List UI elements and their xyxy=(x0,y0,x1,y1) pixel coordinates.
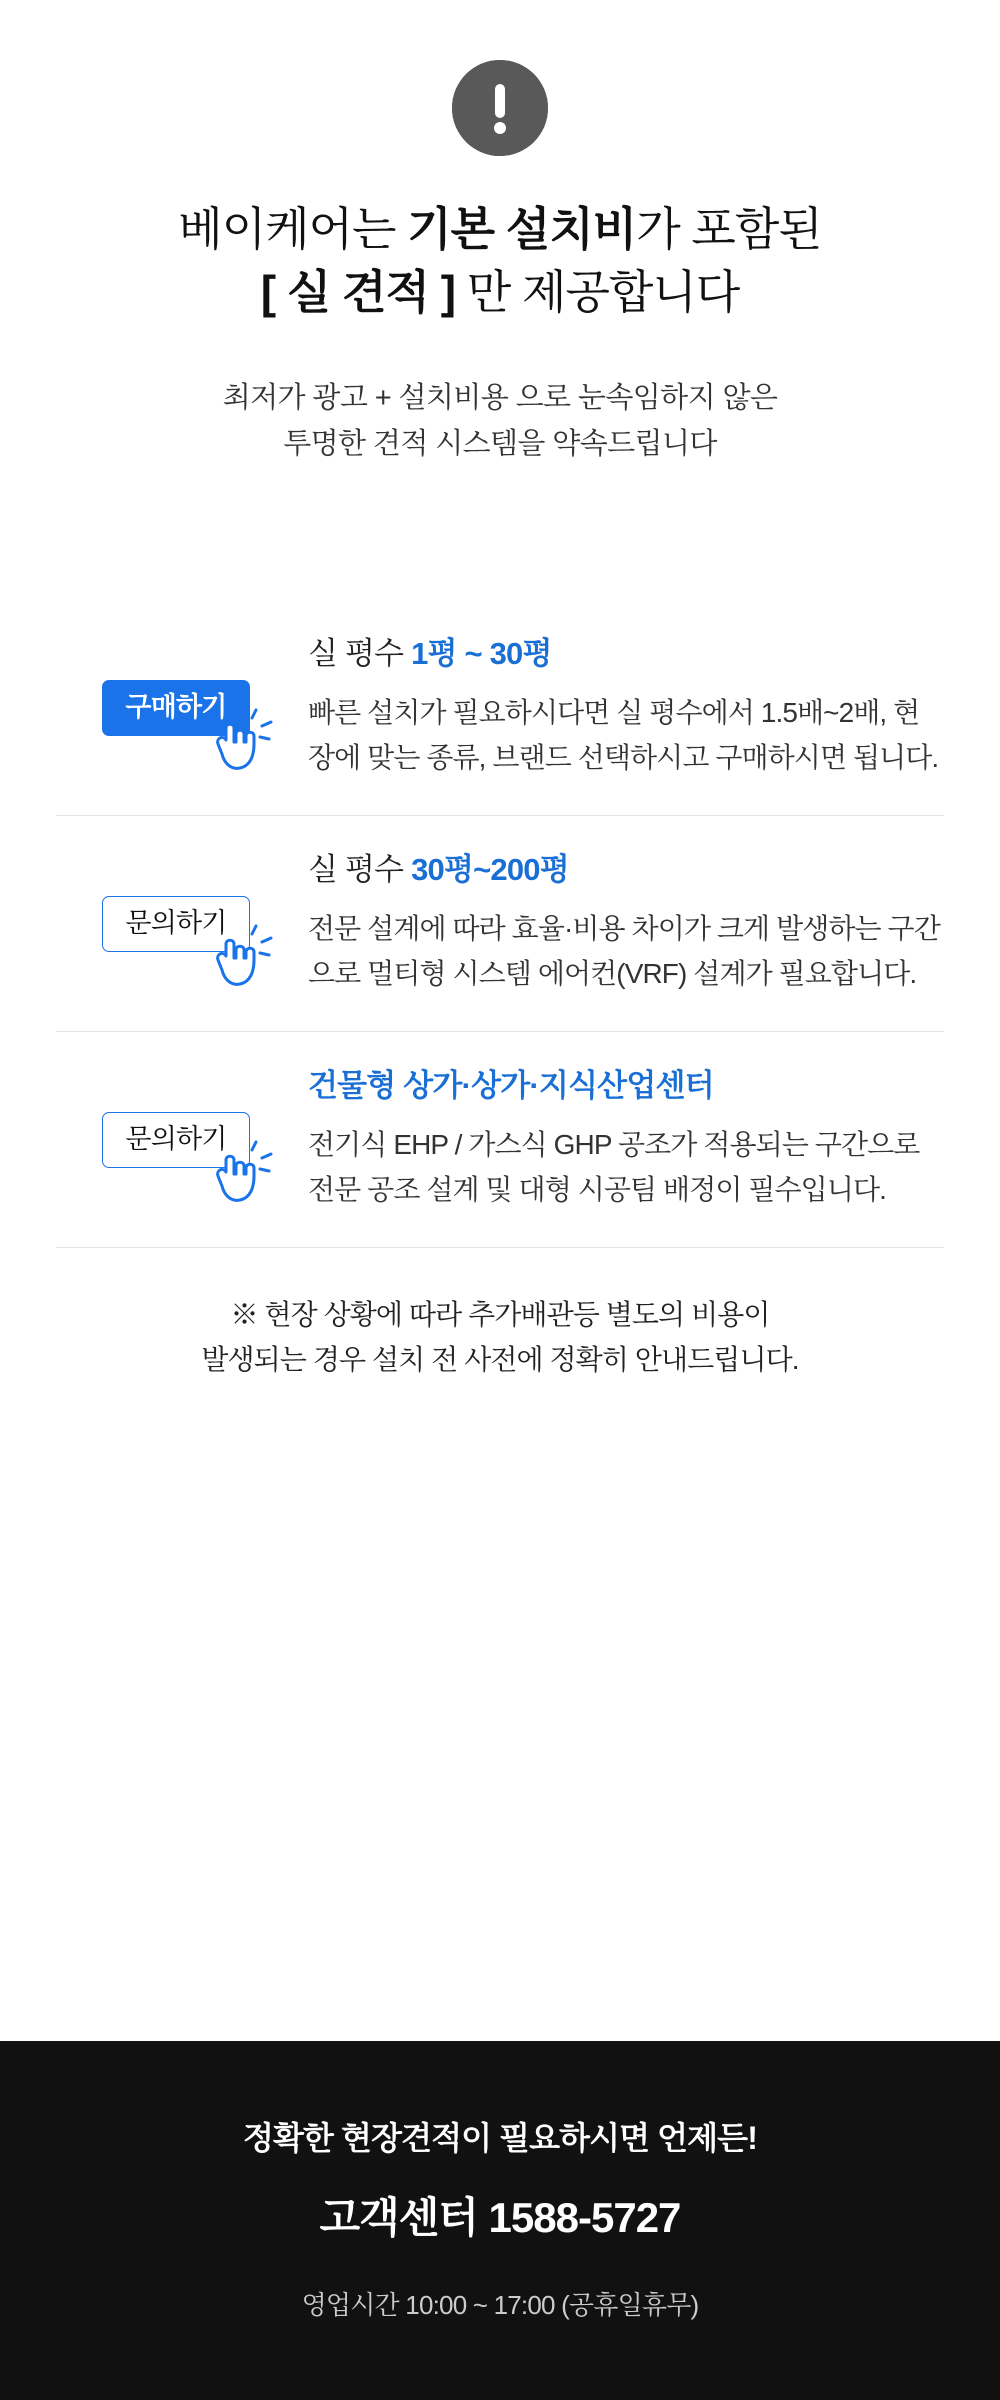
hero-subtitle-line-2: 투명한 견적 시스템을 약속드립니다 xyxy=(283,428,717,461)
title-prefix: 베이케어는 xyxy=(178,203,408,255)
hero-subtitle xyxy=(0,375,1000,468)
hero-subtitle-line-1: 최저가 광고 + 설치비용 으로 눈속임하지 않은 xyxy=(222,381,778,414)
list-item xyxy=(56,815,944,1031)
divider xyxy=(56,1247,944,1248)
title-bold: 기본 설치비 xyxy=(407,203,637,255)
row-description: 빠른 설치가 필요하시다면 실 평수에서 1.5배~2배, 현장에 맞는 종류, 브랜드 선택하시고 구매하시면 됩니다. xyxy=(308,697,939,774)
exclamation-circle-icon xyxy=(452,60,548,156)
plan-list xyxy=(56,600,944,1247)
row-title xyxy=(308,850,944,890)
title-bracket-bold: [ 실 견적 ] xyxy=(260,266,456,319)
row-title-accent: 30평~200평 xyxy=(411,851,569,887)
purchase-button[interactable]: 구매하기 xyxy=(102,680,249,736)
row-description: 전기식 EHP / 가스식 GHP 공조가 적용되는 구간으로 전문 공조 설계 및 대형 시공팀 배정이 필수입니다. xyxy=(308,1129,920,1206)
button-wrapper xyxy=(102,680,249,736)
row-title-prefix: 실 평수 xyxy=(308,851,412,887)
row-description: 전문 설계에 따라 효율·비용 차이가 크게 발생하는 구간으로 멀티형 시스템 에어컨(VRF) 설계가 필요합니다. xyxy=(308,913,940,990)
title-line2-suffix: 만 제공합니다 xyxy=(455,266,740,319)
title-line-1 xyxy=(178,203,821,255)
list-item xyxy=(56,600,944,815)
row-action-area xyxy=(56,1066,296,1168)
hero-section xyxy=(0,0,1000,468)
inquiry-button[interactable]: 문의하기 xyxy=(102,1112,249,1168)
button-wrapper xyxy=(102,1112,249,1168)
inquiry-button[interactable]: 문의하기 xyxy=(102,896,249,952)
row-title-prefix: 실 평수 xyxy=(308,635,412,671)
row-title-accent: 1평 ~ 30평 xyxy=(411,635,552,671)
row-action-area xyxy=(56,634,296,736)
list-item xyxy=(56,1031,944,1247)
footnote-line-1: ※ 현장 상황에 따라 추가배관등 별도의 비용이 xyxy=(230,1298,770,1330)
footer-phone[interactable]: 고객센터 1588-5727 xyxy=(319,2194,681,2241)
row-content xyxy=(296,634,944,781)
contact-footer xyxy=(0,2041,1000,2400)
footer-headline: 정확한 현장견적이 필요하시면 언제든! xyxy=(243,2120,757,2156)
row-content xyxy=(296,850,944,997)
footer-hours: 영업시간 10:00 ~ 17:00 (공휴일휴무) xyxy=(301,2290,699,2320)
footnote-line-2: 발생되는 경우 설치 전 사전에 정확히 안내드립니다. xyxy=(201,1344,799,1376)
row-title: 건물형 상가·상가·지식산업센터 xyxy=(308,1067,714,1103)
row-title xyxy=(308,634,944,674)
title-line-2 xyxy=(261,266,739,318)
page-title xyxy=(0,198,1000,325)
row-content xyxy=(296,1066,944,1213)
button-wrapper xyxy=(102,896,249,952)
footnote xyxy=(56,1292,944,1383)
title-suffix: 가 포함된 xyxy=(636,203,822,255)
row-action-area xyxy=(56,850,296,952)
